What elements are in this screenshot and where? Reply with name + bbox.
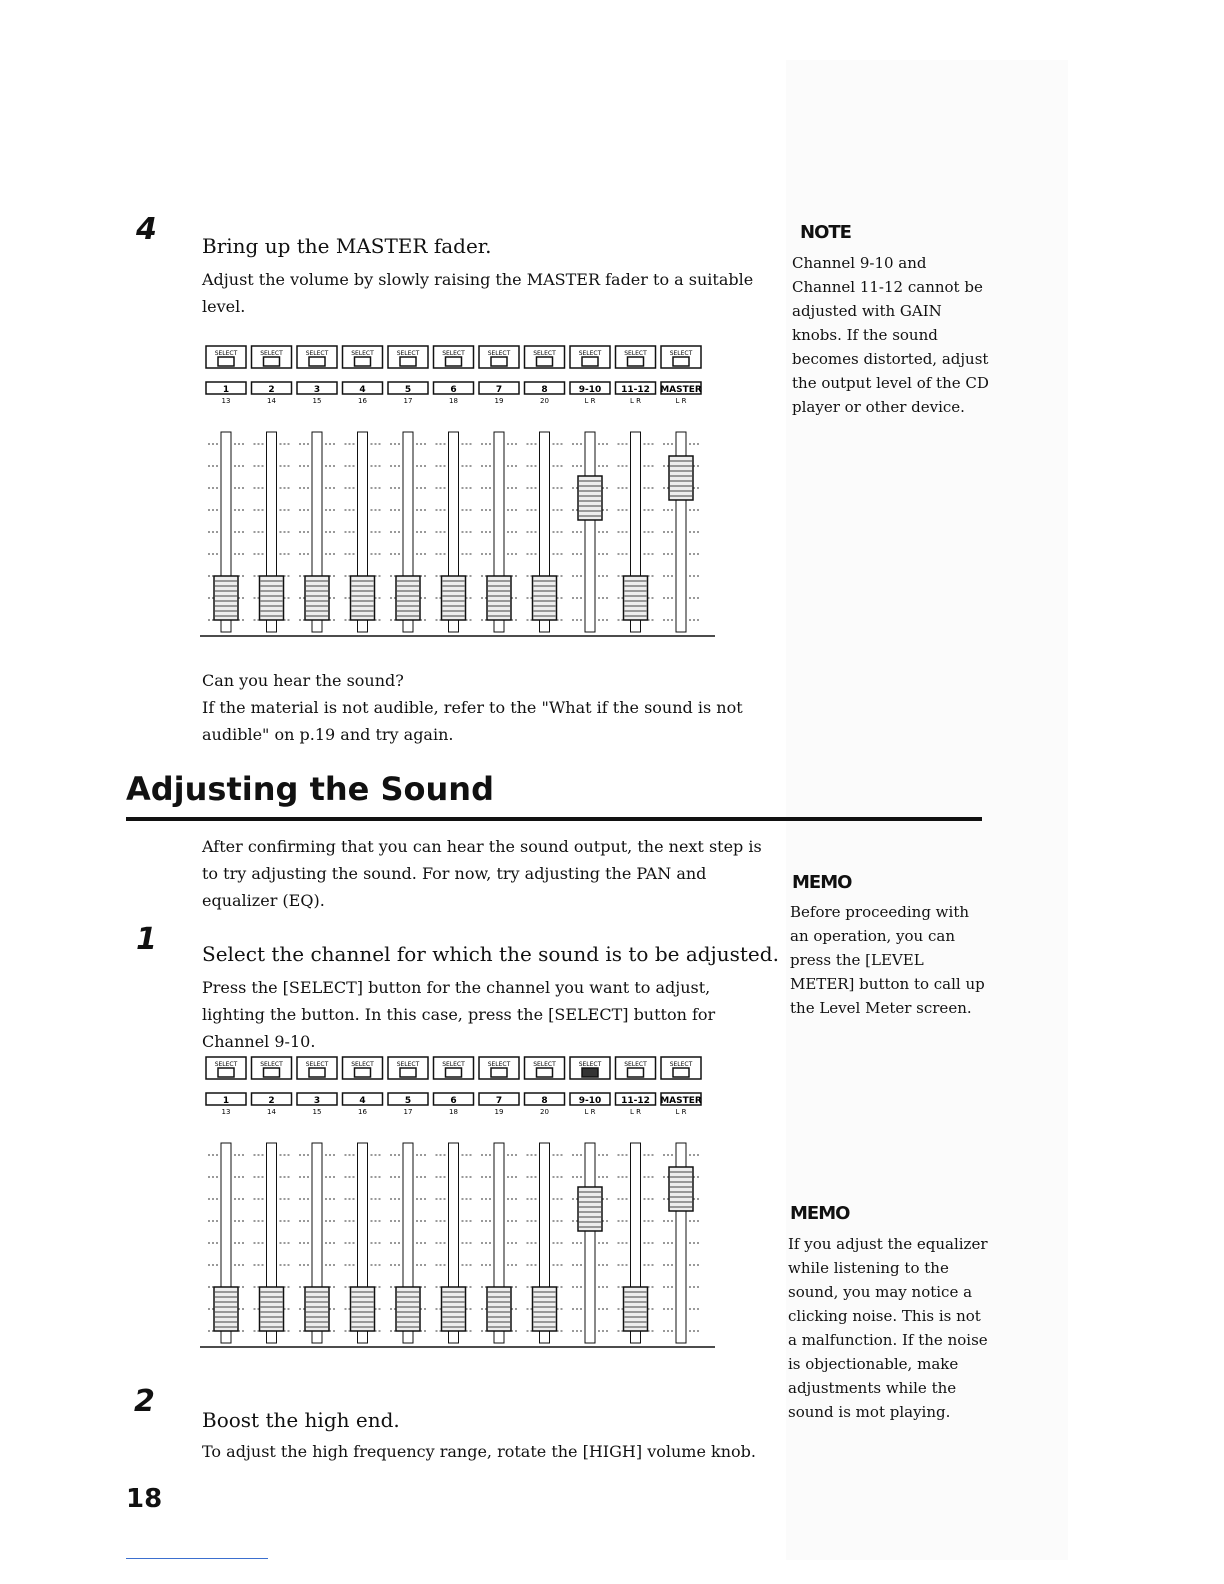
select-button: [264, 357, 280, 366]
channel-sub-label: 14: [267, 397, 276, 405]
fader-knob: [578, 476, 602, 520]
fader-knob: [624, 1287, 648, 1331]
memo-label-icon-2: MEMO: [790, 1203, 850, 1224]
page-number: 18: [126, 1484, 163, 1514]
memo-text-1: Before proceeding with an operation, you can press the [LEVEL METER] button to call up the Level Meter screen.: [790, 903, 985, 1017]
select-label: SELECT: [578, 350, 602, 357]
select-button: [400, 1068, 416, 1077]
channel-sub-label: 17: [403, 1108, 413, 1116]
channel-sub-label: 15: [312, 397, 322, 405]
channel-label: 1: [222, 1096, 230, 1106]
select-label: SELECT: [305, 350, 329, 357]
channel-label: 6: [450, 1096, 457, 1106]
fader-track: [585, 1143, 595, 1343]
channel-label: 3: [313, 1096, 321, 1106]
step1-heading: Select the channel for which the sound is to be adjusted.: [202, 942, 779, 966]
fader-knob: [442, 576, 466, 620]
fader-knob: [669, 456, 693, 500]
channel-label: 2: [268, 1096, 275, 1106]
step-number-1: 1: [136, 922, 157, 957]
step-number-2: 2: [134, 1384, 155, 1419]
fader-knob: [396, 576, 420, 620]
select-label: SELECT: [487, 350, 511, 357]
fader-knob: [351, 576, 375, 620]
channel-sub-label: L R: [630, 397, 641, 405]
channel-label: MASTER: [660, 1096, 702, 1106]
fader-knob: [260, 1287, 284, 1331]
select-button: [491, 357, 507, 366]
select-label: SELECT: [351, 350, 374, 357]
channel-sub-label: L R: [584, 397, 596, 405]
channel-sub-label: 19: [494, 397, 504, 405]
channel-sub-label: 13: [221, 397, 231, 405]
select-label: SELECT: [214, 350, 238, 357]
memo-text-2: If you adjust the equalizer while listening to the sound, you may notice a clicking noise. This is not a malfunction. If the noise is objectionable, make adjustments while the sound is mot playing.: [788, 1235, 988, 1421]
select-button: [446, 357, 462, 366]
select-label: SELECT: [260, 1061, 283, 1068]
channel-sub-label: 20: [540, 397, 549, 405]
select-label: SELECT: [260, 350, 283, 357]
channel-sub-label: L R: [584, 1108, 596, 1116]
channel-label: 11-12: [621, 1096, 650, 1106]
select-label: SELECT: [442, 1061, 465, 1068]
channel-label: 4: [359, 385, 366, 395]
channel-label: 1: [222, 385, 230, 395]
step-number-4: 4: [136, 212, 157, 247]
note-label-icon: NOTE: [800, 222, 851, 243]
select-button: [491, 1068, 507, 1077]
select-button: [309, 357, 325, 366]
select-button-lit: [582, 1068, 598, 1077]
fader-knob: [305, 576, 329, 620]
fader-knob: [533, 1287, 557, 1331]
channel-label: 5: [404, 1096, 412, 1106]
mixer-diagram-select: [200, 1055, 720, 1351]
channel-sub-label: L R: [675, 397, 687, 405]
fader-knob: [305, 1287, 329, 1331]
note-text: Channel 9-10 and Channel 11-12 cannot be adjusted with GAIN knobs. If the sound becomes distorted, adjust the output level of the CD player or other device.: [792, 254, 989, 416]
hear-body: If the material is not audible, refer to the "What if the sound is not audible" on p.19 and try again.: [202, 698, 743, 744]
fader-track: [585, 432, 595, 632]
select-button: [582, 357, 598, 366]
select-button: [400, 357, 416, 366]
fader-knob: [260, 576, 284, 620]
fader-knob: [442, 1287, 466, 1331]
step2-heading: Boost the high end.: [202, 1408, 400, 1432]
select-label: SELECT: [396, 350, 420, 357]
select-label: SELECT: [396, 1061, 420, 1068]
channel-label: 4: [359, 1096, 366, 1106]
section-rule: [126, 817, 982, 821]
channel-label: 9-10: [578, 385, 602, 395]
select-button: [218, 357, 234, 366]
channel-sub-label: 16: [358, 397, 367, 405]
step4-heading: Bring up the MASTER fader.: [202, 234, 492, 258]
intro-text: After confirming that you can hear the sound output, the next step is to try adjusting the sound. For now, try adjusting the PAN and equalizer (EQ).: [202, 837, 762, 910]
select-label: SELECT: [487, 1061, 511, 1068]
fader-knob: [578, 1187, 602, 1231]
channel-sub-label: 17: [403, 397, 413, 405]
select-button: [537, 357, 553, 366]
channel-label: MASTER: [660, 385, 702, 395]
fader-knob: [214, 1287, 238, 1331]
select-label: SELECT: [214, 1061, 238, 1068]
mixer-diagram-master: [200, 344, 720, 640]
channel-sub-label: 18: [449, 397, 458, 405]
channel-sub-label: 15: [312, 1108, 322, 1116]
select-label: SELECT: [669, 1061, 693, 1068]
select-button: [264, 1068, 280, 1077]
channel-label: 5: [404, 385, 412, 395]
step1-body: Press the [SELECT] button for the channel you want to adjust, lighting the button. In this case, press the [SELECT] button for Channel 9-10.: [202, 978, 716, 1051]
fader-knob: [396, 1287, 420, 1331]
channel-sub-label: 20: [540, 1108, 549, 1116]
select-button: [673, 357, 689, 366]
select-label: SELECT: [533, 350, 556, 357]
select-button: [355, 357, 371, 366]
channel-label: 7: [495, 385, 503, 395]
select-label: SELECT: [624, 1061, 647, 1068]
channel-label: 8: [541, 385, 548, 395]
channel-sub-label: 18: [449, 1108, 458, 1116]
channel-label: 7: [495, 1096, 503, 1106]
select-label: SELECT: [442, 350, 465, 357]
fader-knob: [669, 1167, 693, 1211]
select-button: [218, 1068, 234, 1077]
fader-knob: [624, 576, 648, 620]
footer-line: [126, 1558, 268, 1559]
select-button: [355, 1068, 371, 1077]
select-label: SELECT: [624, 350, 647, 357]
select-label: SELECT: [578, 1061, 602, 1068]
select-label: SELECT: [305, 1061, 329, 1068]
select-label: SELECT: [351, 1061, 374, 1068]
fader-knob: [487, 576, 511, 620]
channel-label: 3: [313, 385, 321, 395]
fader-knob: [351, 1287, 375, 1331]
channel-label: 2: [268, 385, 275, 395]
section-title: Adjusting the Sound: [126, 770, 494, 808]
select-button: [446, 1068, 462, 1077]
channel-sub-label: L R: [675, 1108, 687, 1116]
channel-sub-label: 16: [358, 1108, 367, 1116]
channel-label: 6: [450, 385, 457, 395]
select-label: SELECT: [669, 350, 693, 357]
channel-label: 8: [541, 1096, 548, 1106]
channel-sub-label: 13: [221, 1108, 231, 1116]
select-button: [309, 1068, 325, 1077]
step4-body: Adjust the volume by slowly raising the MASTER fader to a suitable level.: [202, 270, 754, 316]
memo-label-icon-1: MEMO: [792, 872, 852, 893]
fader-knob: [533, 576, 557, 620]
step2-body: To adjust the high frequency range, rotate the [HIGH] volume knob.: [202, 1442, 756, 1461]
channel-label: 11-12: [621, 385, 650, 395]
select-button: [628, 1068, 644, 1077]
channel-sub-label: 14: [267, 1108, 276, 1116]
select-label: SELECT: [533, 1061, 556, 1068]
channel-sub-label: L R: [630, 1108, 641, 1116]
select-button: [673, 1068, 689, 1077]
fader-knob: [214, 576, 238, 620]
hear-question: Can you hear the sound?: [202, 671, 404, 690]
select-button: [537, 1068, 553, 1077]
select-button: [628, 357, 644, 366]
channel-label: 9-10: [578, 1096, 602, 1106]
channel-sub-label: 19: [494, 1108, 504, 1116]
fader-knob: [487, 1287, 511, 1331]
